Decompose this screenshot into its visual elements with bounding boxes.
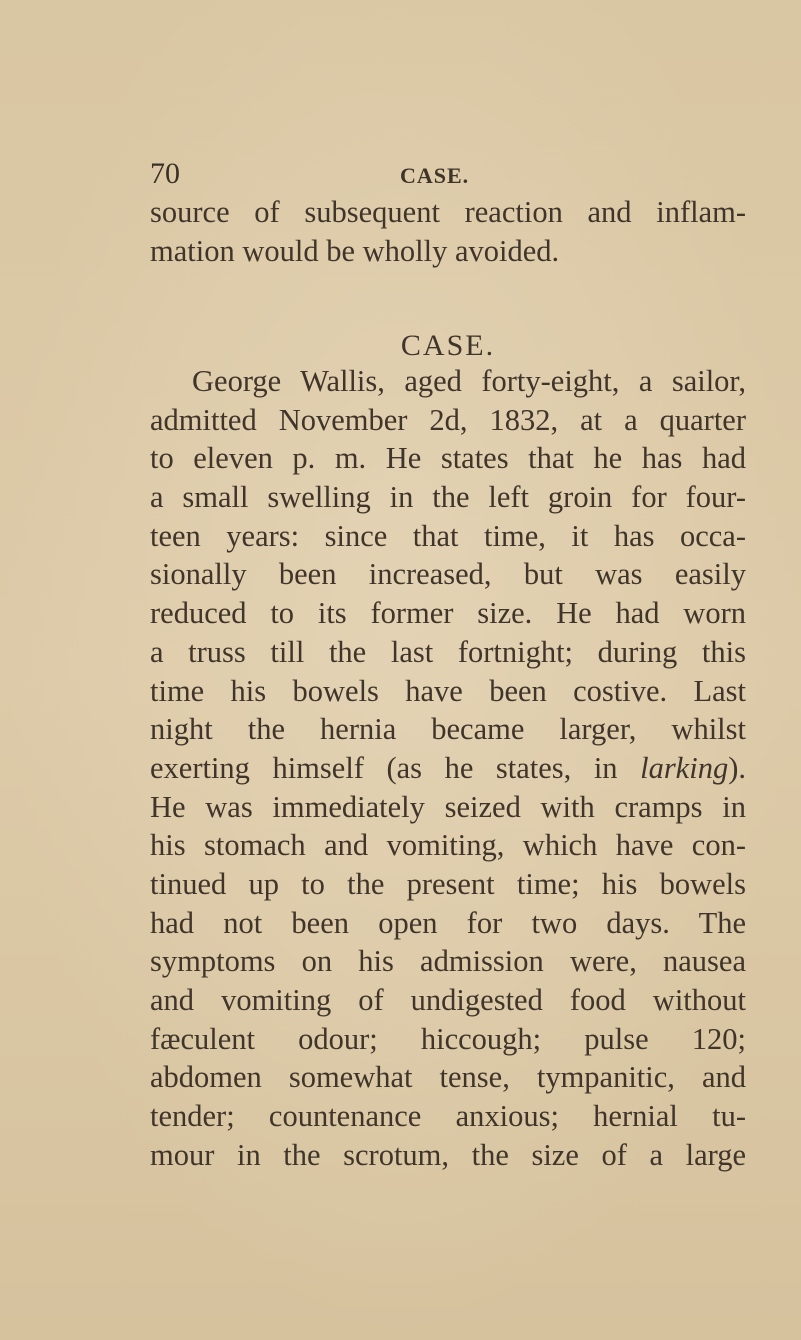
text-line: symptoms on his admission were, nausea xyxy=(150,944,746,979)
italic-word: larking xyxy=(640,750,729,785)
text-line: abdomen somewhat tense, tympanitic, and xyxy=(150,1060,746,1095)
text-line: and vomiting of undigested food without xyxy=(150,983,746,1017)
case-paragraph xyxy=(150,362,746,1174)
section-heading: CASE. xyxy=(400,329,496,362)
text-line: had not been open for two days. The xyxy=(150,905,746,940)
text-line: time his bowels have been costive. Last xyxy=(150,673,746,708)
running-title: CASE. xyxy=(400,163,470,188)
text-line: George Wallis, aged forty-eight, a sailor, xyxy=(192,364,746,398)
text-line: mour in the scrotum, the size of a large xyxy=(150,1137,746,1172)
text-line: admitted November 2d, 1832, at a quarter xyxy=(150,402,746,437)
intro-paragraph xyxy=(150,193,746,270)
text-line: reduced to its former size. He had worn xyxy=(150,596,746,631)
text-line: a truss till the last fortnight; during this xyxy=(150,634,746,669)
text-line: fæculent odour; hiccough; pulse 120; xyxy=(150,1021,746,1056)
running-head xyxy=(150,154,750,194)
text-line: teen years: since that time, it has occa- xyxy=(150,518,746,553)
text-line: mation would be wholly avoided. xyxy=(150,233,560,268)
text-line: his stomach and vomiting, which have con- xyxy=(150,828,746,863)
text-line: sionally been increased, but was easily xyxy=(150,557,746,592)
text-line: source of subsequent reaction and inflam- xyxy=(150,195,746,229)
text-line: He was immediately seized with cramps in xyxy=(150,789,746,824)
text-line: tinued up to the present time; his bowels xyxy=(150,866,746,901)
page-number: 70 xyxy=(150,157,180,190)
text-line: a small swelling in the left groin for four- xyxy=(150,480,746,515)
text-line: to eleven p. m. He states that he has had xyxy=(150,441,746,476)
text-line: night the hernia became larger, whilst xyxy=(150,712,746,747)
text-line: tender; countenance anxious; hernial tu- xyxy=(150,1099,746,1134)
text-line: exerting himself (as he states, in larking). xyxy=(150,750,746,785)
